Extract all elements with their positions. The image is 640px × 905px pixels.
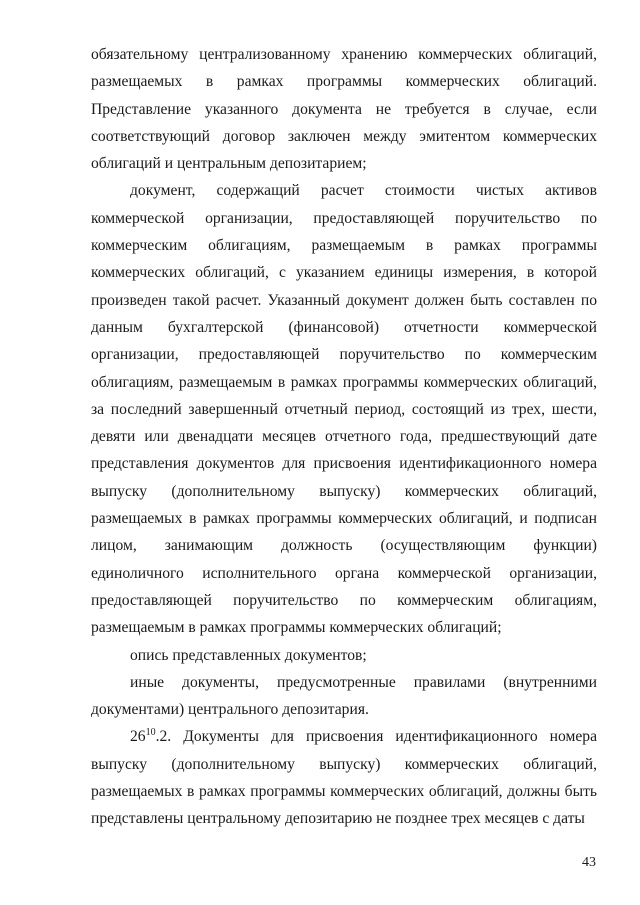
paragraph: обязательному централизованному хранению коммерческих облигаций, размещаемых в рамках программы коммерческих облигаций. Представление указанного документа не требуется в случае, если соответствующий договор заключен между эмитентом коммерческих облигаций и центральным депозитарием; — [91, 46, 597, 173]
paragraph: иные документы, предусмотренные правилами (внутренними документами) центрального депозитария. — [91, 673, 597, 719]
document-body — [91, 41, 597, 833]
section-number-superscript: 10 — [145, 727, 156, 739]
section-number-suffix: .2. — [155, 728, 172, 746]
section-number: 26 — [130, 728, 146, 746]
section-paragraph — [91, 723, 597, 832]
paragraph: документ, содержащий расчет стоимости чистых активов коммерческой организации, предоставляющей поручительство по коммерческим облигациям, размещаемым в рамках программы коммерческих облигаций, с указанием единицы измерения, в которой произведен такой расчет. Указанный документ должен быть составлен по данным бухгалтерской (финансовой) отчетности коммерческой организации, предоставляющей поручительство по коммерческим облигациям, размещаемым в рамках программы коммерческих облигаций, за последний завершенный отчетный период, состоящий из трех, шести, девяти или двенадцати месяцев отчетного года, предшествующий дате представления документов для присвоения идентификационного номера выпуску (дополнительному выпуску) коммерческих облигаций, размещаемых в рамках программы коммерческих облигаций, и подписан лицом, занимающим должность (осуществляющим функции) единоличного исполнительного органа коммерческой организации, предоставляющей поручительство по коммерческим облигациям, размещаемым в рамках программы коммерческих облигаций; — [91, 182, 597, 637]
page-number: 43 — [582, 855, 596, 870]
section-text: Документы для присвоения идентификационного номера выпуску (дополнительному выпуску) коммерческих облигаций, размещаемых в рамках программы коммерческих облигаций, должны быть представлены центральному депозитарию не позднее трех месяцев с даты — [91, 728, 597, 828]
paragraph: опись представленных документов; — [130, 646, 367, 664]
